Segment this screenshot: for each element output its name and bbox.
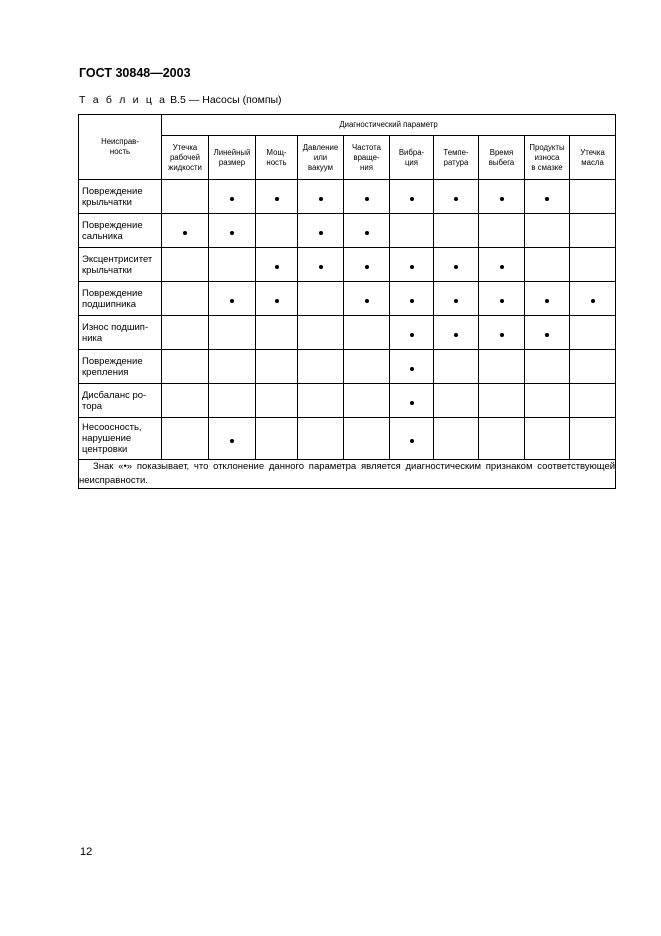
table-cell <box>479 180 525 214</box>
table-cell <box>344 316 390 350</box>
table-cell <box>570 282 616 316</box>
bullet-mark-icon <box>454 265 458 269</box>
table-cell <box>256 316 298 350</box>
bullet-mark-icon <box>275 299 279 303</box>
parameter-header: Утечка масла <box>570 136 616 180</box>
document-header: ГОСТ 30848—2003 <box>79 66 191 80</box>
table-cell <box>298 282 344 316</box>
fault-label: Повреждение сальника <box>79 214 162 248</box>
table-cell <box>525 282 570 316</box>
table-cell <box>434 316 479 350</box>
table-cell <box>209 316 256 350</box>
fault-label: Повреждение подшипника <box>79 282 162 316</box>
bullet-mark-icon <box>230 231 234 235</box>
bullet-mark-icon <box>410 333 414 337</box>
table-cell <box>434 350 479 384</box>
table-cell <box>344 350 390 384</box>
table-cell <box>162 316 209 350</box>
parameter-header: Темпе- ратура <box>434 136 479 180</box>
table-cell <box>479 248 525 282</box>
table-cell <box>256 248 298 282</box>
caption-prefix: Т а б л и ц а <box>79 94 168 106</box>
table-cell <box>479 316 525 350</box>
table-cell <box>209 384 256 418</box>
bullet-mark-icon <box>319 231 323 235</box>
bullet-mark-icon <box>230 439 234 443</box>
table-cell <box>390 248 434 282</box>
table-cell <box>525 384 570 418</box>
bullet-mark-icon <box>454 333 458 337</box>
fault-label: Повреждение крепления <box>79 350 162 384</box>
table-cell <box>434 384 479 418</box>
bullet-mark-icon <box>545 299 549 303</box>
bullet-mark-icon <box>365 265 369 269</box>
bullet-mark-icon <box>410 265 414 269</box>
table-cell <box>209 248 256 282</box>
parameter-group-header: Диагностический параметр <box>162 115 616 136</box>
table-cell <box>256 384 298 418</box>
table-cell <box>256 418 298 460</box>
table-cell <box>162 418 209 460</box>
parameter-header: Вибра- ция <box>390 136 434 180</box>
table-cell <box>390 214 434 248</box>
bullet-mark-icon <box>591 299 595 303</box>
bullet-mark-icon <box>500 197 504 201</box>
table-header <box>79 115 616 180</box>
table-cell <box>298 350 344 384</box>
table-cell <box>162 384 209 418</box>
table-cell <box>256 282 298 316</box>
table-cell <box>570 384 616 418</box>
table-cell <box>390 384 434 418</box>
page-number: 12 <box>80 846 93 858</box>
table-cell <box>298 418 344 460</box>
bullet-mark-icon <box>410 367 414 371</box>
bullet-mark-icon <box>365 197 369 201</box>
table-cell <box>390 180 434 214</box>
bullet-mark-icon <box>545 197 549 201</box>
table-cell <box>162 282 209 316</box>
table-cell <box>434 214 479 248</box>
table-cell <box>479 384 525 418</box>
table-cell <box>434 418 479 460</box>
table-cell <box>344 418 390 460</box>
bullet-mark-icon <box>410 299 414 303</box>
bullet-mark-icon <box>454 197 458 201</box>
table-cell <box>570 418 616 460</box>
table-cell <box>298 214 344 248</box>
table-cell <box>209 350 256 384</box>
table-cell <box>162 350 209 384</box>
fault-label: Эксцентриситет крыльчатки <box>79 248 162 282</box>
table-cell <box>209 180 256 214</box>
table-row <box>79 418 616 460</box>
table-cell <box>434 180 479 214</box>
bullet-mark-icon <box>319 265 323 269</box>
bullet-mark-icon <box>410 197 414 201</box>
table-cell <box>570 248 616 282</box>
table-cell <box>479 418 525 460</box>
bullet-mark-icon <box>230 299 234 303</box>
table-cell <box>390 350 434 384</box>
table-cell <box>525 316 570 350</box>
bullet-mark-icon <box>230 197 234 201</box>
table-row <box>79 180 616 214</box>
table-cell <box>525 180 570 214</box>
table-cell <box>434 248 479 282</box>
fault-label: Износ подшип- ника <box>79 316 162 350</box>
table-cell <box>162 180 209 214</box>
table-cell <box>479 214 525 248</box>
table-caption <box>79 94 282 106</box>
parameter-header: Линейный размер <box>209 136 256 180</box>
table-body <box>79 180 616 460</box>
bullet-mark-icon <box>275 265 279 269</box>
table-cell <box>298 384 344 418</box>
parameter-header: Утечка рабочей жидкости <box>162 136 209 180</box>
table-cell <box>525 418 570 460</box>
fault-column-header: Неисправ- ность <box>79 115 162 180</box>
bullet-mark-icon <box>500 265 504 269</box>
table-cell <box>209 214 256 248</box>
table-cell <box>570 350 616 384</box>
table-cell <box>209 282 256 316</box>
table-cell <box>570 180 616 214</box>
table-cell <box>162 214 209 248</box>
table-row <box>79 350 616 384</box>
bullet-mark-icon <box>500 333 504 337</box>
bullet-mark-icon <box>454 299 458 303</box>
bullet-mark-icon <box>183 231 187 235</box>
table-cell <box>390 316 434 350</box>
table-cell <box>344 214 390 248</box>
fault-label: Несоосность, нарушение центровки <box>79 418 162 460</box>
parameter-header: Давление или вакуум <box>298 136 344 180</box>
bullet-mark-icon <box>500 299 504 303</box>
table-cell <box>209 418 256 460</box>
parameter-header: Частота враще- ния <box>344 136 390 180</box>
table-cell <box>298 180 344 214</box>
parameter-header: Время выбега <box>479 136 525 180</box>
bullet-mark-icon <box>545 333 549 337</box>
bullet-mark-icon <box>410 401 414 405</box>
parameter-header: Мощ- ность <box>256 136 298 180</box>
table-cell <box>298 248 344 282</box>
table-cell <box>434 282 479 316</box>
table-cell <box>570 316 616 350</box>
table-cell <box>256 350 298 384</box>
fault-label: Дисбаланс ро- тора <box>79 384 162 418</box>
table-cell <box>525 214 570 248</box>
table-cell <box>256 214 298 248</box>
table-cell <box>525 350 570 384</box>
table-cell <box>344 248 390 282</box>
diagnostic-table <box>78 114 616 489</box>
table-cell <box>344 180 390 214</box>
bullet-mark-icon <box>410 439 414 443</box>
table-cell <box>162 248 209 282</box>
bullet-mark-icon <box>275 197 279 201</box>
table-cell <box>479 282 525 316</box>
parameter-header: Продукты износа в смазке <box>525 136 570 180</box>
table-row <box>79 316 616 350</box>
table-row <box>79 384 616 418</box>
table-note: Знак «•» показывает, что отклонение данного параметра является диагностическим признаком соответствующей неисправности. <box>79 460 616 489</box>
bullet-mark-icon <box>319 197 323 201</box>
fault-label: Повреждение крыльчатки <box>79 180 162 214</box>
caption-text: В.5 — Насосы (помпы) <box>167 94 282 106</box>
table-cell <box>344 384 390 418</box>
table-cell <box>344 282 390 316</box>
table-row <box>79 282 616 316</box>
table-cell <box>390 282 434 316</box>
table-cell <box>570 214 616 248</box>
table-cell <box>298 316 344 350</box>
table-cell <box>525 248 570 282</box>
table-cell <box>479 350 525 384</box>
table-cell <box>390 418 434 460</box>
table-cell <box>256 180 298 214</box>
table-row <box>79 248 616 282</box>
bullet-mark-icon <box>365 231 369 235</box>
bullet-mark-icon <box>365 299 369 303</box>
table-row <box>79 214 616 248</box>
